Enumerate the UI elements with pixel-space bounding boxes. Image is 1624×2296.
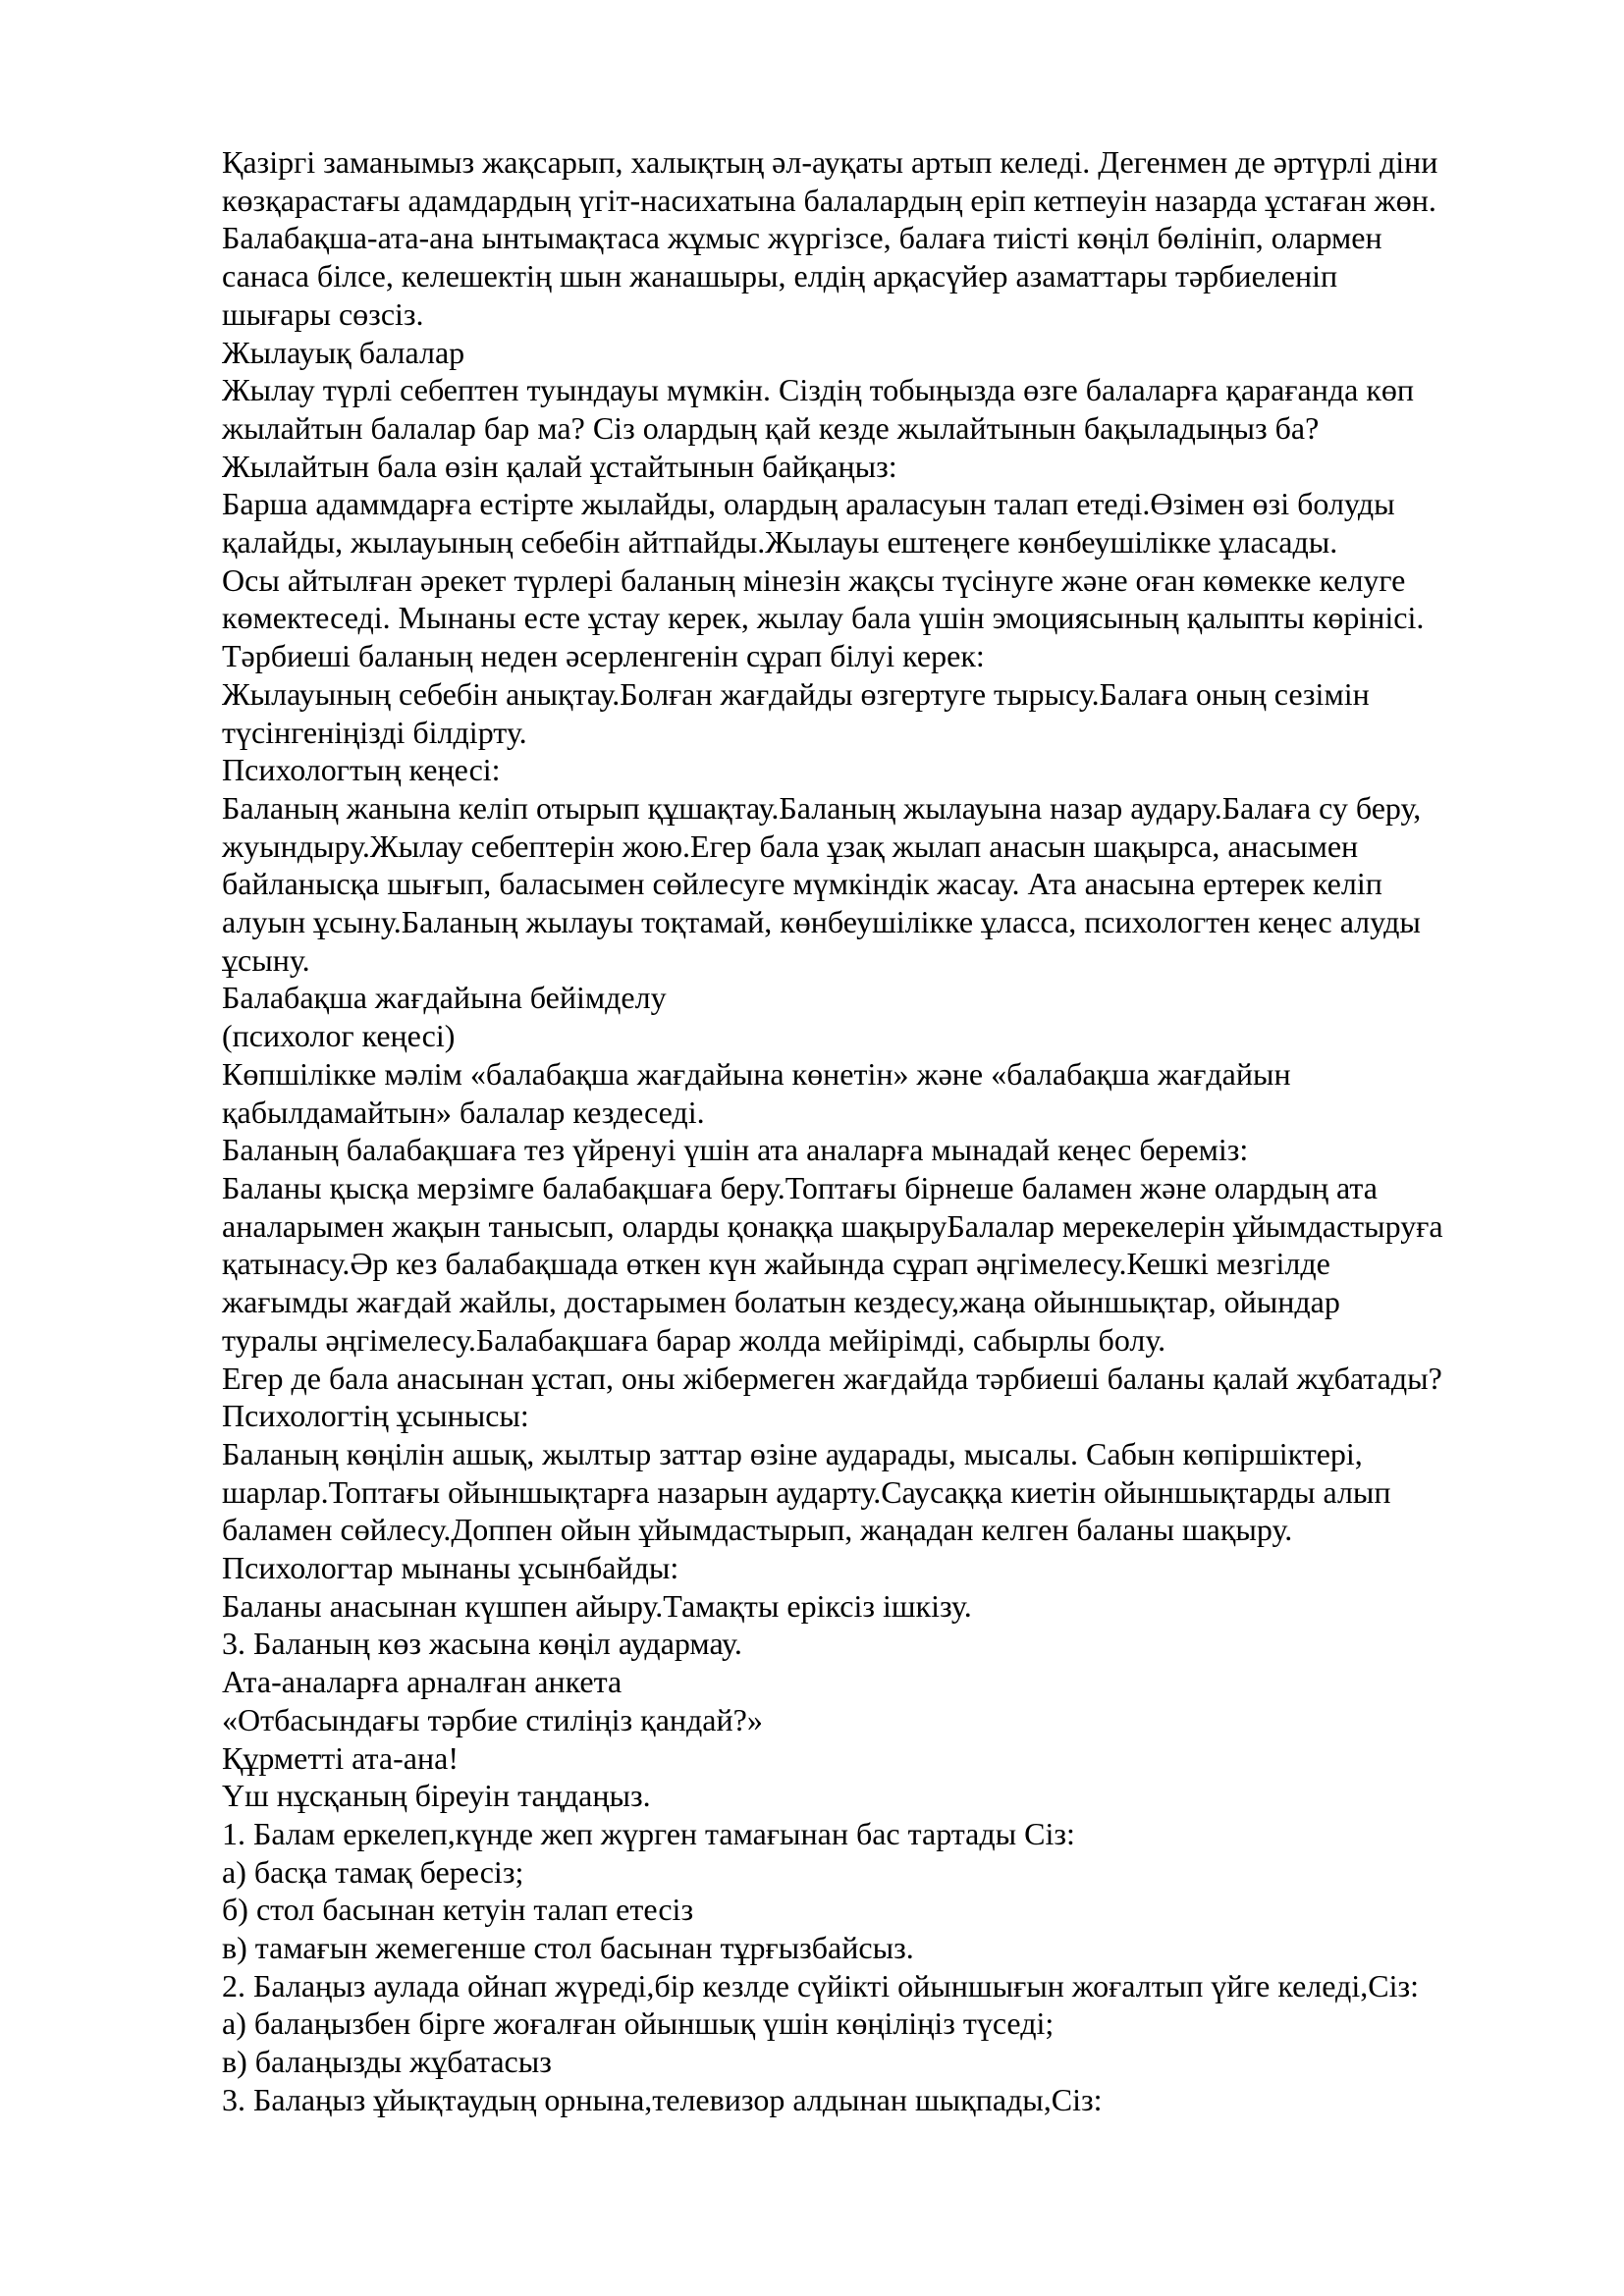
text-line: шарлар.Топтағы ойыншықтарға назарын аударту.Саусаққа киетін ойыншықтарды алып xyxy=(222,1473,1391,1510)
text-line: Барша адаммдарға естірте жылайды, олардың араласуын талап етеді.Өзімен өзі болуды xyxy=(222,486,1395,522)
section-heading: Психологтың кеңесі: xyxy=(222,752,501,788)
text-line: шығары сөзсіз. xyxy=(222,295,424,332)
text-line: жылайтын балалар бар ма? Сіз олардың қай кезде жылайтынын бақыладыңыз ба? xyxy=(222,409,1320,446)
answer-option: в) балаңызды жұбатасыз xyxy=(222,2044,552,2080)
text-line: Тәрбиеші баланың неден әсерленгенін сұрап білуі керек: xyxy=(222,638,985,674)
text-line: туралы әңгімелесу.Балабақшаға барар жолда мейірімді, сабырлы болу. xyxy=(222,1321,1166,1358)
text-line: Баланың көңілін ашық, жылтыр заттар өзіне аударады, мысалы. Сабын көпіршіктері, xyxy=(222,1435,1363,1471)
text-line: (психолог кеңесі) xyxy=(222,1018,456,1054)
text-line: байланысқа шығып, баласымен сөйлесуге мүмкіндік жасау. Ата анасына ертерек келіп xyxy=(222,866,1382,902)
text-line: Көпшілікке мәлім «балабақша жағдайына көнетін» және «балабақша жағдайын xyxy=(222,1055,1291,1092)
text-line: Баланы қысқа мерзімге балабақшаға беру.Топтағы бірнеше баламен және олардың ата xyxy=(222,1169,1378,1205)
text-line: Баланың жанына келіп отырып құшақтау.Баланың жылауына назар аудару.Балаға су беру, xyxy=(222,789,1422,826)
text-line: Баланы анасынан күшпен айыру.Тамақты еріксіз ішкізу. xyxy=(222,1587,972,1624)
text-line: аналарымен жақын танысып, оларды қонаққа шақыруБалалар мерекелерін ұйымдастыруға xyxy=(222,1207,1443,1244)
text-line: Үш нұсқаның біреуін таңдаңыз. xyxy=(222,1778,651,1814)
text-line: Егер де бала анасынан ұстап, оны жібермеген жағдайда тәрбиеші баланы қалай жұбатады? xyxy=(222,1360,1442,1396)
section-heading: Ата-аналарға арналған анкета xyxy=(222,1664,623,1700)
question-line: 2. Балаңыз аулада ойнап жүреді,бір кезлде сүйікті ойыншығын жоғалтып үйге келеді,Сіз: xyxy=(222,1967,1419,2003)
text-line: Құрметті ата-ана! xyxy=(222,1739,459,1776)
text-line: баламен сөйлесу.Доппен ойын ұйымдастырып, жаңадан келген баланы шақыру. xyxy=(222,1512,1293,1548)
text-line: санаса білсе, келешектің шын жанашыры, елдің арқасүйер азаматтары тәрбиеленіп xyxy=(222,258,1338,294)
text-line: Жылауының себебін анықтау.Болған жағдайды өзгертуге тырысу.Балаға оның сезімін xyxy=(222,675,1370,712)
question-line: 1. Балам еркелеп,күнде жеп жүрген тамағынан бас тартады Сіз: xyxy=(222,1815,1075,1851)
text-line: алуын ұсыну.Баланың жылауы тоқтамай, көнбеушілікке ұласса, психологтен кеңес алуды xyxy=(222,904,1421,940)
text-line: Қазіргі заманымыз жақсарып, халықтың әл-ауқаты артып келеді. Дегенмен де әртүрлі діни xyxy=(222,144,1438,180)
answer-option: в) тамағын жемегенше стол басынан тұрғызбайсыз. xyxy=(222,1930,914,1966)
text-line: Балабақша-ата-ана ынтымақтаса жұмыс жүргізсе, балаға тиісті көңіл бөлініп, олармен xyxy=(222,220,1382,256)
section-heading: Психологтар мынаны ұсынбайды: xyxy=(222,1550,679,1586)
text-line: қатынасу.Әр кез балабақшада өткен күн жайында сұрап әңгімелесу.Кешкі мезгілде xyxy=(222,1246,1330,1282)
answer-option: а) басқа тамақ бересіз; xyxy=(222,1853,524,1890)
answer-option: а) балаңызбен бірге жоғалған ойыншық үшін көңіліңіз түседі; xyxy=(222,2005,1055,2042)
text-line: көзқарастағы адамдардың үгіт-насихатына балалардың еріп кетпеуін назарда ұстаған жөн. xyxy=(222,182,1436,218)
text-line: жағымды жағдай жайлы, достарымен болатын кездесу,жаңа ойыншықтар, ойындар xyxy=(222,1284,1340,1320)
section-heading: Психологтің ұсынысы: xyxy=(222,1398,529,1434)
text-line: Жылайтын бала өзін қалай ұстайтынын байқаңыз: xyxy=(222,448,897,484)
question-line: 3. Балаңыз ұйықтаудың орнына,телевизор алдынан шықпады,Сіз: xyxy=(222,2081,1103,2117)
text-line: қалайды, жылауының себебін айтпайды.Жылауы ештеңеге көнбеушілікке ұласады. xyxy=(222,524,1338,561)
text-line: түсінгеніңізді білдірту. xyxy=(222,714,527,750)
text-line: ұсыну. xyxy=(222,941,310,978)
text-line: Баланың балабақшаға тез үйренуі үшін ата аналарға мынадай кеңес береміз: xyxy=(222,1132,1249,1168)
text-line: көмектеседі. Мынаны есте ұстау керек, жылау бала үшін эмоциясының қалыпты көрінісі. xyxy=(222,600,1425,636)
text-line: Осы айтылған әрекет түрлері баланың мінезін жақсы түсінуге және оған көмекке келуге xyxy=(222,561,1406,598)
text-line: Жылау түрлі себептен туындауы мүмкін. Сіздің тобыңызда өзге балаларға қарағанда көп xyxy=(222,372,1414,408)
answer-option: б) стол басынан кетуін талап етесіз xyxy=(222,1892,694,1928)
list-item: 3. Баланың көз жасына көңіл аудармау. xyxy=(222,1626,742,1662)
questionnaire-title: «Отбасындағы тәрбие стиліңіз қандай?» xyxy=(222,1701,763,1737)
text-line: жуындыру.Жылау себептерін жою.Егер бала ұзақ жылап анасын шақырса, анасымен xyxy=(222,828,1359,864)
section-heading: Балабақша жағдайына бейімделу xyxy=(222,980,667,1016)
text-line: қабылдамайтын» балалар кездеседі. xyxy=(222,1094,705,1130)
section-heading: Жылауық балалар xyxy=(222,334,465,370)
